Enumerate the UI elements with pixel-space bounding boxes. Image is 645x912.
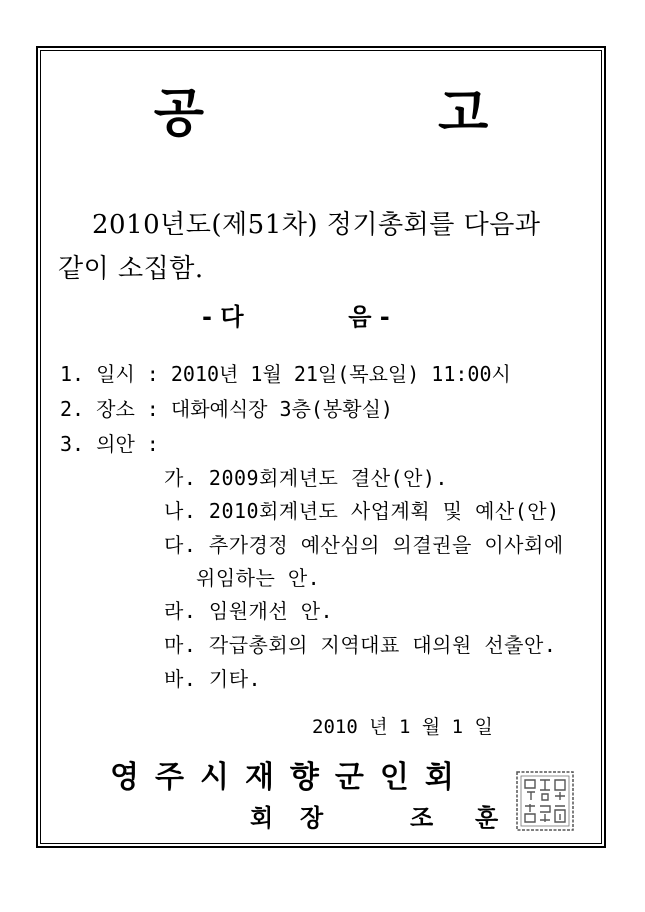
notice-title: 공 고 <box>153 84 597 144</box>
section-heading-left: - 다 <box>202 303 244 331</box>
intro-paragraph <box>58 203 588 291</box>
item-location: 2. 장소 : 대화예식장 3층(봉황실) <box>60 397 393 421</box>
agenda-item-da: 다. 추가경정 예산심의 의결권을 이사회에 <box>164 533 564 557</box>
agenda-item-ra: 라. 임원개선 안. <box>164 599 334 623</box>
agenda-item-da-cont: 위임하는 안. <box>196 566 321 590</box>
chairman-name-char-2: 훈 <box>475 804 499 832</box>
chairman-title-char-2: 장 <box>300 804 324 832</box>
section-heading-right: 음 - <box>348 303 390 331</box>
agenda-item-ga: 가. 2009회계년도 결산(안). <box>164 466 448 490</box>
item-agenda: 3. 의안 : <box>60 432 159 456</box>
agenda-item-ba: 바. 기타. <box>164 667 262 691</box>
agenda-item-ma: 마. 각급총회의 지역대표 대의원 선출안. <box>164 633 557 657</box>
intro-line-2: 같이 소집함. <box>58 254 204 284</box>
notice-date: 2010 년 1 월 1 일 <box>312 716 493 738</box>
section-heading <box>202 300 390 334</box>
intro-line-1: 2010년도(제51차) 정기총회를 다음과 <box>92 210 541 240</box>
item-datetime: 1. 일시 : 2010년 1월 21일(목요일) 11:00시 <box>60 362 511 386</box>
chairman-name-char-1: 조 <box>410 804 434 832</box>
agenda-item-na: 나. 2010회계년도 사업계획 및 예산(안) <box>164 499 560 523</box>
chairman-title-char-1: 회 <box>250 804 274 832</box>
official-seal <box>515 770 575 832</box>
organization-name: 영주시재향군인회 <box>110 760 470 795</box>
